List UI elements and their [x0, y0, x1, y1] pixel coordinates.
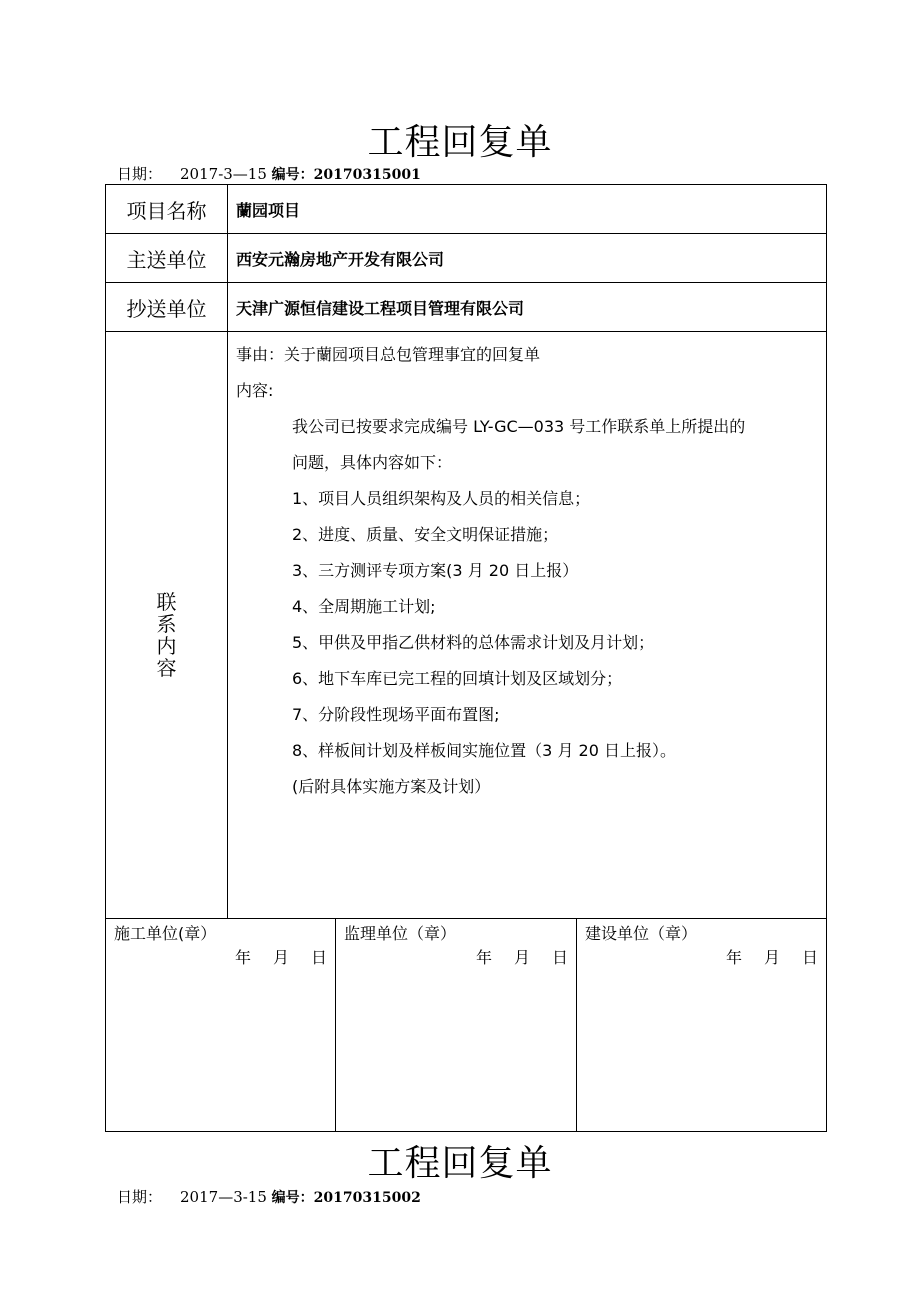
main-recipient-label: 主送单位: [106, 234, 228, 282]
list-item: 7、分阶段性现场平面布置图;: [292, 705, 500, 724]
page-title-second: 工程回复单: [367, 1143, 553, 1184]
owner-unit-signature: [577, 919, 826, 1131]
owner-unit-label: 建设单位（章）: [585, 924, 698, 943]
day-label: 日: [551, 948, 568, 967]
subject-line: 事由：关于蘭园项目总包管理事宜的回复单: [236, 345, 541, 364]
number-label: 编号：: [271, 1190, 314, 1206]
project-label: 项目名称: [106, 185, 228, 233]
number-value: 20170315002: [313, 1190, 421, 1206]
signature-row: [106, 919, 826, 1131]
month-label: 月: [513, 948, 530, 967]
main-recipient-row: [106, 234, 826, 283]
list-item: 1、项目人员组织架构及人员的相关信息；: [292, 489, 591, 508]
date-number-line-second: [117, 1186, 421, 1207]
main-recipient-value: 西安元瀚房地产开发有限公司: [236, 249, 445, 269]
number-value: 20170315001: [313, 167, 421, 183]
contact-label-char: 系: [156, 612, 177, 636]
construction-unit-date: [213, 945, 327, 968]
owner-unit-date: [704, 945, 818, 968]
year-label: 年: [234, 948, 251, 967]
project-value: 蘭园项目: [236, 200, 301, 220]
date-label: 日期：: [117, 165, 163, 183]
year-label: 年: [475, 948, 492, 967]
cc-recipient-value: 天津广源恒信建设工程项目管理有限公司: [236, 298, 525, 318]
list-item: 2、进度、质量、安全文明保证措施；: [292, 525, 559, 544]
list-item: 5、甲供及甲指乙供材料的总体需求计划及月计划；: [292, 633, 655, 652]
date-number-line: [117, 163, 421, 184]
contact-label-char: 内: [156, 634, 177, 658]
intro-line-1: 我公司已按要求完成编号 LY-GC—033 号工作联系单上所提出的: [292, 417, 746, 436]
year-label: 年: [725, 948, 742, 967]
cc-recipient-row: [106, 283, 826, 332]
list-item: 6、地下车库已完工程的回填计划及区域划分；: [292, 669, 623, 688]
construction-unit-label: 施工单位(章）: [114, 924, 217, 943]
intro-line-2: 问题，具体内容如下：: [292, 453, 453, 472]
cc-recipient-label: 抄送单位: [106, 283, 228, 331]
supervision-unit-date: [454, 945, 568, 968]
attachment-note: (后附具体实施方案及计划）: [292, 777, 491, 796]
project-row: [106, 185, 826, 234]
month-label: 月: [763, 948, 780, 967]
month-label: 月: [272, 948, 289, 967]
day-label: 日: [801, 948, 818, 967]
content-label: 内容:: [236, 381, 274, 400]
supervision-unit-signature: [336, 919, 577, 1131]
contact-content-label: [106, 332, 228, 918]
page-title: 工程回复单: [367, 122, 553, 163]
day-label: 日: [310, 948, 327, 967]
contact-content-row: [106, 332, 826, 919]
date-label: 日期：: [117, 1188, 163, 1206]
date-value: 2017-3—15: [180, 165, 267, 183]
contact-label-char: 容: [156, 656, 177, 680]
construction-unit-signature: [106, 919, 336, 1131]
reply-form-table: [105, 184, 827, 1132]
list-item: 8、样板间计划及样板间实施位置（3 月 20 日上报）。: [292, 741, 676, 760]
date-value: 2017—3-15: [180, 1188, 267, 1206]
contact-label-char: 联: [156, 590, 177, 614]
list-item: 4、全周期施工计划;: [292, 597, 436, 616]
number-label: 编号：: [271, 167, 314, 183]
list-item: 3、三方测评专项方案(3 月 20 日上报）: [292, 561, 579, 580]
supervision-unit-label: 监理单位（章）: [344, 924, 457, 943]
